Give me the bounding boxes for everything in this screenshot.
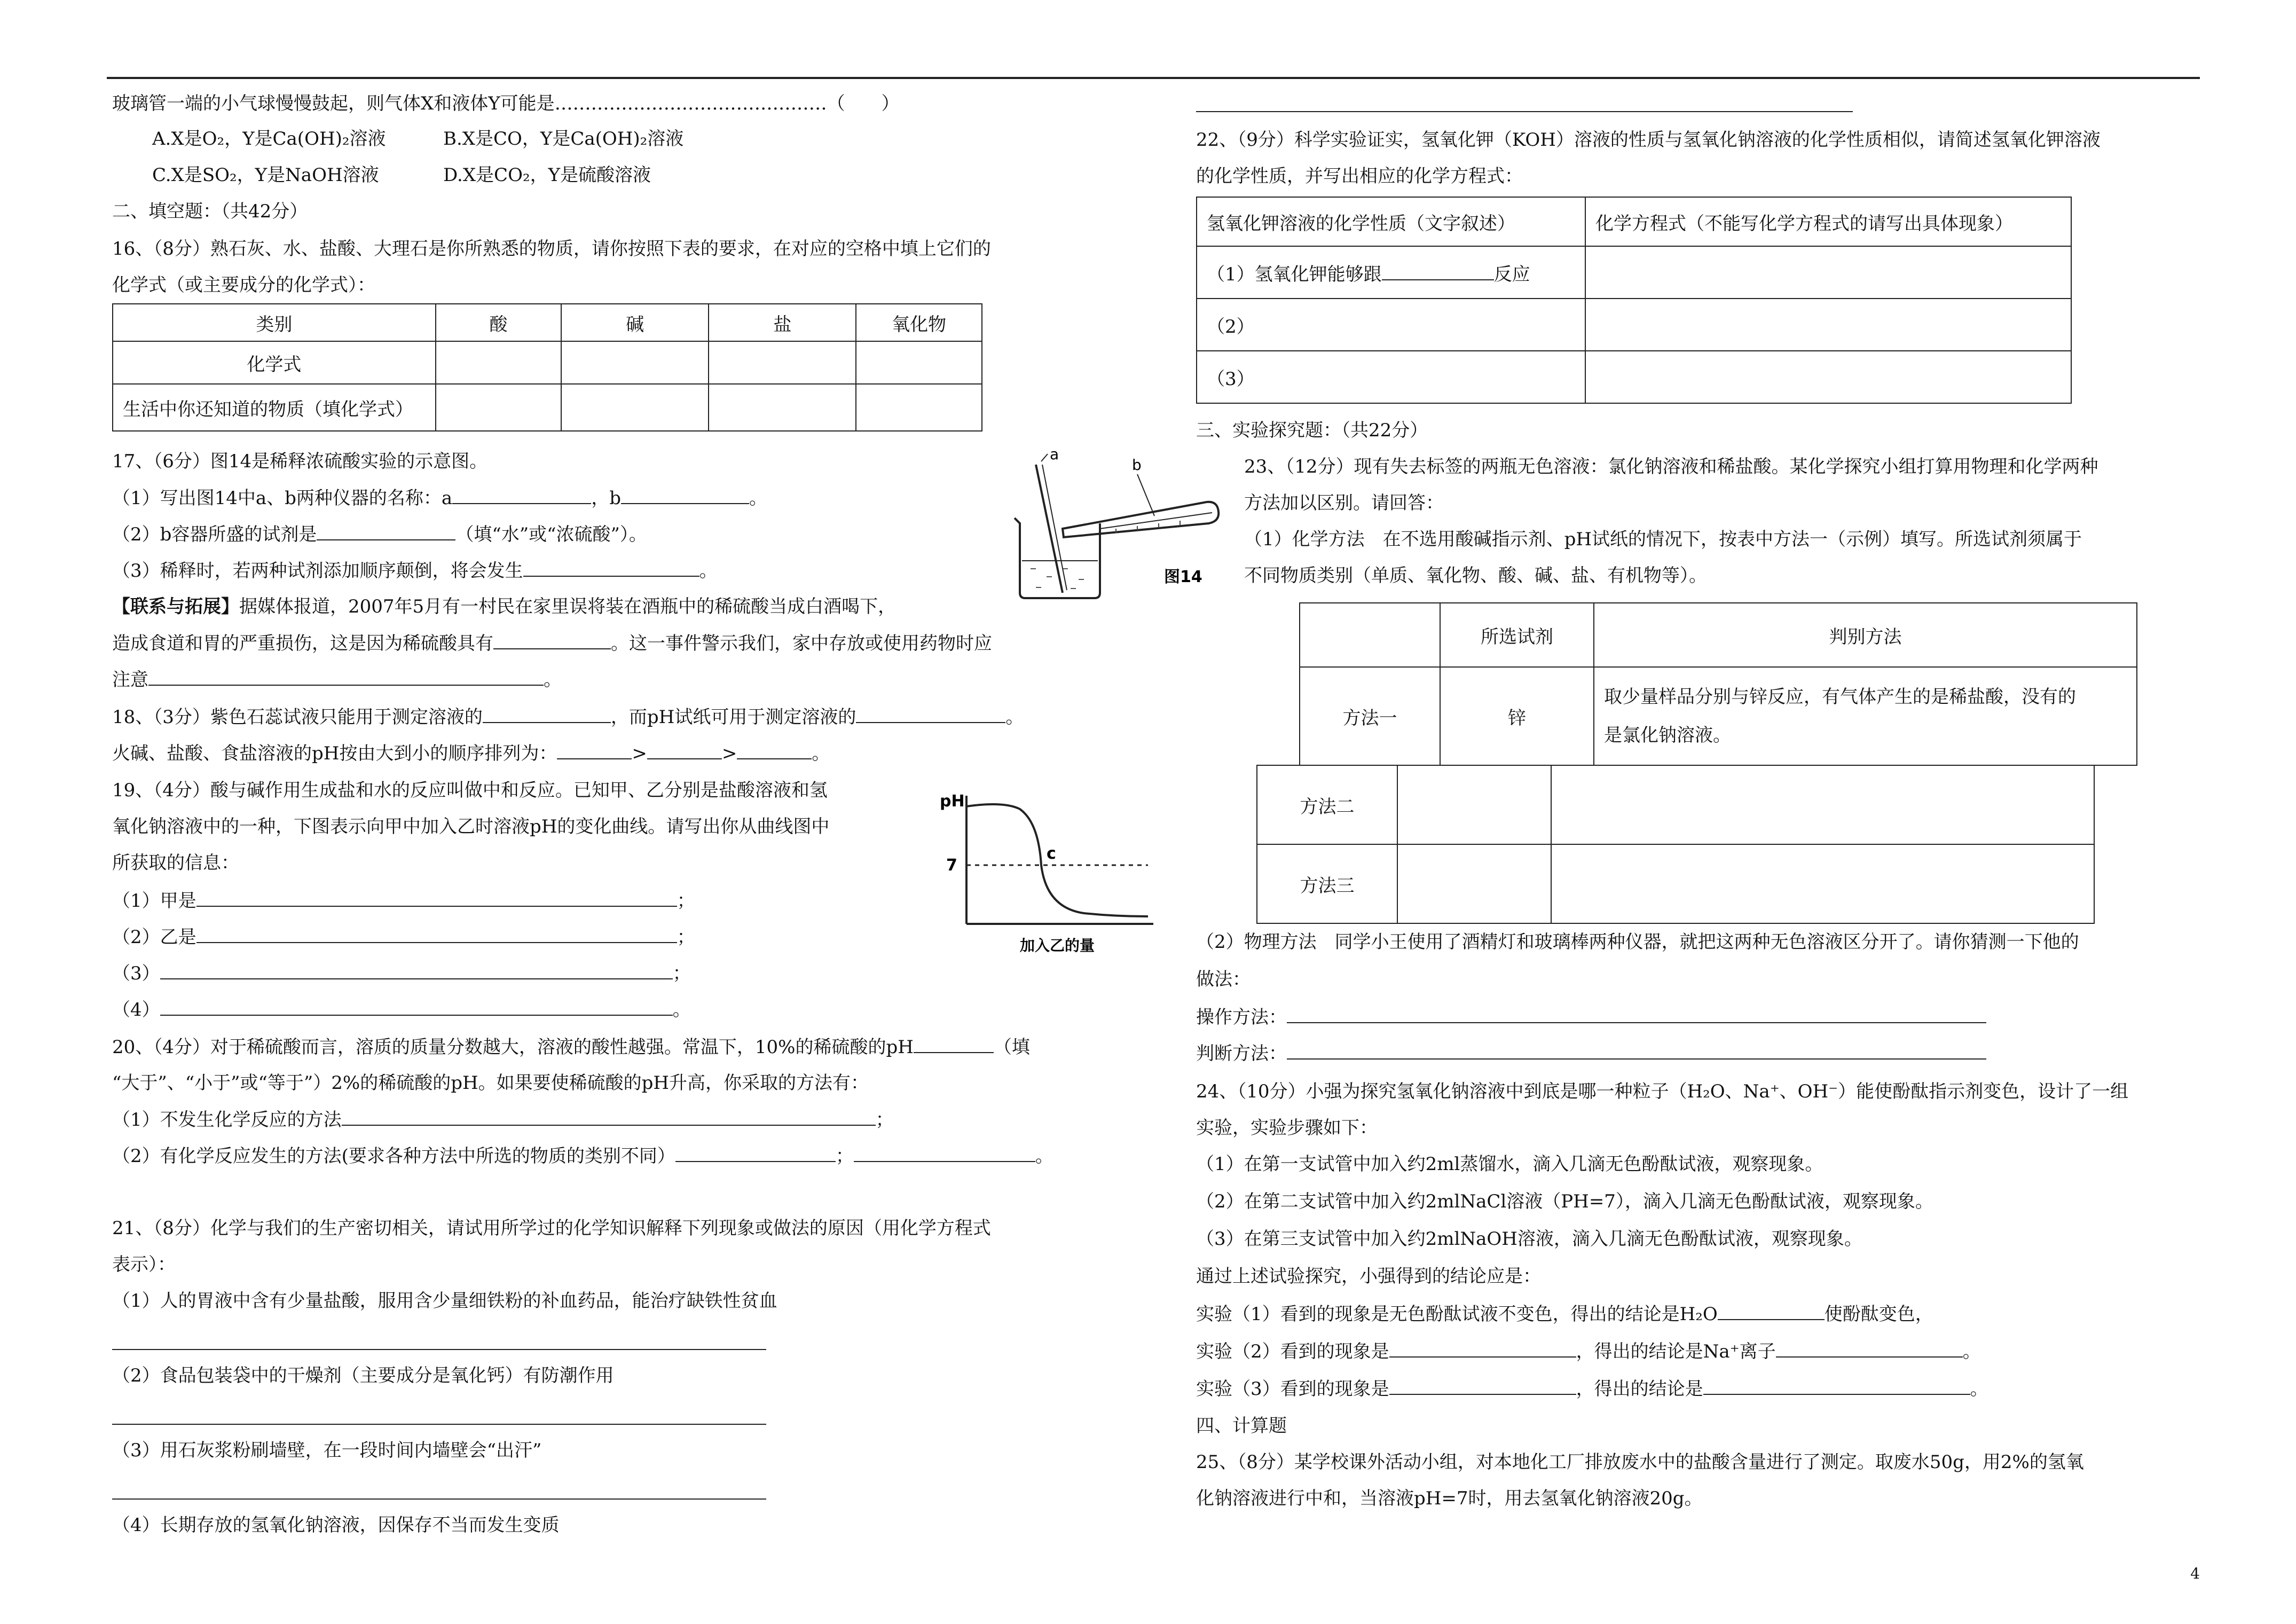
- ext-blank-property[interactable]: [493, 632, 611, 649]
- q19-blank-4[interactable]: [160, 999, 673, 1016]
- q19-item4: （4） 。: [112, 999, 691, 1021]
- q19-item1: （1）甲是 ；: [112, 890, 695, 912]
- q19-blank-1[interactable]: [196, 890, 677, 907]
- q24-step1: （1）在第一支试管中加入约2ml蒸馏水，滴入几滴无色酚酞试液，观察现象。: [1196, 1154, 1823, 1175]
- q24-blank-exp2-obs[interactable]: [1389, 1340, 1576, 1358]
- q17-blank-reagent[interactable]: [317, 523, 455, 540]
- q20-method2: （2）有化学反应发生的方法(要求各种方法中所选的物质的类别不同） ； 。: [112, 1146, 1053, 1167]
- q24-exp1: 实验（1）看到的现象是无色酚酞试液不变色，得出的结论是H₂O 使酚酞变色，: [1196, 1304, 1933, 1325]
- q22-header-equation: 化学方程式（不能写化学方程式的请写出具体现象）: [1585, 197, 2071, 246]
- q16-cell[interactable]: [856, 341, 982, 384]
- q18-order-2[interactable]: [647, 742, 722, 759]
- q24-blank-exp3-concl[interactable]: [1703, 1378, 1970, 1395]
- q17-blank-a[interactable]: [452, 487, 591, 504]
- q23-method2-label: 方法二: [1257, 765, 1397, 844]
- q19-item3: （3） ；: [112, 963, 691, 984]
- fig14-label-b: b: [1132, 456, 1142, 474]
- q23-method1-reagent: 锌: [1440, 667, 1594, 765]
- q23-line4: 不同物质类别（单质、氧化物、酸、碱、盐、有机物等）。: [1244, 565, 1707, 586]
- q23-method1-label: 方法一: [1300, 667, 1440, 765]
- q23-method1-desc: 取少量样品分别与锌反应，有气体产生的是稀盐酸，没有的 是氯化钠溶液。: [1594, 667, 2137, 765]
- q22-row1: （1）氢氧化钾能够跟 反应: [1197, 246, 1585, 299]
- q25-line2: 化钠溶液进行中和，当溶液pH=7时，用去氢氧化钠溶液20g。: [1196, 1488, 1703, 1509]
- q16-cell[interactable]: [709, 384, 856, 431]
- q23-operation: 操作方法：: [1196, 1006, 1986, 1028]
- q20-blank-chem-1[interactable]: [675, 1145, 836, 1162]
- q16-header-salt: 盐: [709, 304, 856, 341]
- q22-row3: （3）: [1197, 351, 1585, 403]
- q15-option-b: B.X是CO，Y是Ca(OH)₂溶液: [443, 128, 684, 150]
- q16-header-acid: 酸: [436, 304, 562, 341]
- q24-blank-exp3-obs[interactable]: [1389, 1378, 1576, 1395]
- ph-graph-seven: 7: [946, 856, 957, 875]
- q21-item2: （2）食品包装袋中的干燥剂（主要成分是氧化钙）有防潮作用: [112, 1365, 614, 1386]
- section4-title: 四、计算题: [1196, 1415, 1287, 1437]
- q23-method2-desc[interactable]: [1551, 765, 2094, 844]
- q21-answer-line-3[interactable]: [112, 1499, 766, 1500]
- q16-line2: 化学式（或主要成分的化学式）：: [112, 274, 375, 296]
- q23-line2: 方法加以区别。请回答：: [1244, 492, 1444, 514]
- q23-blank-judgement[interactable]: [1287, 1042, 1986, 1060]
- q23-blank-operation[interactable]: [1287, 1006, 1986, 1023]
- q16-cell[interactable]: [856, 384, 982, 431]
- q23-header-method: 判别方法: [1594, 603, 2137, 667]
- q15-option-a: A.X是O₂，Y是Ca(OH)₂溶液: [152, 128, 386, 150]
- q20-blank-chem-2[interactable]: [854, 1145, 1035, 1162]
- q24-step2: （2）在第二支试管中加入约2mlNaCl溶液（PH=7），滴入几滴无色酚酞试液，观察现象。: [1196, 1191, 1933, 1212]
- q19-line2: 氧化钠溶液中的一种，下图表示向甲中加入乙时溶液pH的变化曲线。请写出你从曲线图中: [112, 816, 830, 837]
- q21-continued-answer-line[interactable]: [1196, 111, 1853, 112]
- q16-cell[interactable]: [561, 341, 709, 384]
- q17-blank-b[interactable]: [621, 487, 749, 504]
- q23-method2-reagent[interactable]: [1397, 765, 1551, 844]
- q16-cell[interactable]: [561, 384, 709, 431]
- q19-ph-graph: [934, 785, 1169, 977]
- ext-line1: 【联系与拓展】据媒体报道，2007年5月有一村民在家里误将装在酒瓶中的稀硫酸当成白酒喝下，: [112, 596, 897, 617]
- q22-header-property: 氢氧化钾溶液的化学性质（文字叙述）: [1197, 197, 1585, 246]
- q19-item2: （2）乙是 ；: [112, 927, 695, 948]
- fig14-caption: 图14: [1164, 568, 1202, 586]
- ext-line2: 造成食道和胃的严重损伤，这是因为稀硫酸具有 。这一事件警示我们，家中存放或使用药物时应: [112, 633, 992, 654]
- test-tube-icon: [1063, 502, 1218, 537]
- q24-line2: 实验，实验步骤如下：: [1196, 1117, 1378, 1139]
- page-number: 4: [2190, 1565, 2200, 1582]
- q16-row-formula: 化学式: [113, 341, 436, 384]
- fig14-label-a: a: [1050, 449, 1059, 463]
- q21-item3: （3）用石灰浆粉刷墙壁，在一段时间内墙壁会“出汗”: [112, 1440, 542, 1461]
- q16-cell[interactable]: [436, 341, 562, 384]
- q16-cell[interactable]: [436, 384, 562, 431]
- ph-graph-ylabel: pH: [940, 792, 965, 811]
- q20-method1: （1）不发生化学反应的方法 ；: [112, 1109, 894, 1131]
- q24-exp3: 实验（3）看到的现象是 ，得出的结论是 。: [1196, 1378, 1988, 1400]
- section2-title: 二、填空题：（共42分）: [112, 201, 308, 222]
- beaker-icon: [1015, 518, 1100, 598]
- q16-header-category: 类别: [113, 304, 436, 341]
- q15-option-d: D.X是CO₂，Y是硫酸溶液: [443, 164, 651, 186]
- q22-line2: 的化学性质，并写出相应的化学方程式：: [1196, 166, 1523, 187]
- q18-blank-2[interactable]: [856, 706, 1005, 723]
- q23-line3: （1）化学方法 在不选用酸碱指示剂、pH试纸的情况下，按表中方法一（示例）填写。所选试剂须属于: [1244, 529, 2082, 550]
- q21-item1: （1）人的胃液中含有少量盐酸，服用含少量细铁粉的补血药品，能治疗缺铁性贫血: [112, 1290, 777, 1312]
- q16-row-daily: 生活中你还知道的物质（填化学式）: [113, 384, 436, 431]
- ph-graph-point-c: c: [1047, 844, 1056, 863]
- q17-blank-result[interactable]: [523, 560, 699, 577]
- q23-part2-line1: （2）物理方法 同学小王使用了酒精灯和玻璃棒两种仪器，就把这两种无色溶液区分开了。请你猜测一下他的: [1196, 931, 2079, 953]
- ph-graph-xlabel: 加入乙的量: [1020, 937, 1095, 954]
- q16-cell[interactable]: [709, 341, 856, 384]
- q24-line1: 24、（10分）小强为探究氢氧化钠溶液中到底是哪一种粒子（H₂O、Na⁺、OH⁻）能使酚酞指示剂变色，设计了一组: [1196, 1081, 2129, 1102]
- q23-header-blank: [1300, 603, 1440, 667]
- q21-line2: 表示）：: [112, 1254, 176, 1275]
- section3-title: 三、实验探究题：（共22分）: [1196, 420, 1428, 441]
- q16-line1: 16、（8分）熟石灰、水、盐酸、大理石是你所熟悉的物质，请你按照下表的要求，在对应的空格中填上它们的: [112, 238, 991, 260]
- q16-header-oxide: 氧化物: [856, 304, 982, 341]
- q18-blank-1[interactable]: [483, 706, 611, 723]
- q23-line1: 23、（12分）现有失去标签的两瓶无色溶液：氯化钠溶液和稀盐酸。某化学探究小组打算用物理和化学两种: [1244, 456, 2098, 477]
- page-top-rule: [107, 77, 2200, 79]
- q20-line2: “大于”、“小于”或“等于”）2%的稀硫酸的pH。如果要使稀硫酸的pH升高，你采取的方法有：: [112, 1072, 869, 1094]
- q22-blank-reactant[interactable]: [1382, 263, 1494, 280]
- q22-table: [1196, 197, 2072, 404]
- q21-item4: （4）长期存放的氢氧化钠溶液，因保存不当而发生变质: [112, 1515, 560, 1536]
- q21-line1: 21、（8分）化学与我们的生产密切相关，请试用所学过的化学知识解释下列现象或做法的原因（用化学方程式: [112, 1218, 991, 1239]
- q21-answer-line-1[interactable]: [112, 1349, 766, 1350]
- q16-table: [112, 303, 982, 432]
- q18-order-3[interactable]: [737, 742, 812, 759]
- q24-blank-exp1[interactable]: [1718, 1303, 1825, 1320]
- q19-line3: 所获取的信息：: [112, 852, 239, 874]
- ext-line3: 注意 。: [112, 669, 562, 691]
- q23-header-reagent: 所选试剂: [1440, 603, 1594, 667]
- q23-judgement: 判断方法：: [1196, 1042, 1986, 1064]
- q24-blank-exp2-concl[interactable]: [1776, 1340, 1963, 1358]
- q15-tail: 玻璃管一端的小气球慢慢鼓起，则气体X和液体Y可能是………………………………………（ ）: [112, 93, 900, 114]
- q23-method3-label: 方法三: [1257, 844, 1397, 923]
- q20-blank-physical[interactable]: [342, 1109, 876, 1126]
- q24-step3: （3）在第三支试管中加入约2mlNaOH溶液，滴入几滴无色酚酞试液，观察现象。: [1196, 1228, 1862, 1250]
- q17-part3: （3）稀释时，若两种试剂添加顺序颠倒，将会发生 。: [112, 560, 718, 582]
- ph-curve: [966, 804, 1148, 916]
- q22-cell[interactable]: [1585, 351, 2071, 403]
- q22-cell[interactable]: [1585, 246, 2071, 299]
- q18-order-1[interactable]: [557, 742, 632, 759]
- q16-header-base: 碱: [561, 304, 709, 341]
- q19-line1: 19、（4分）酸与碱作用生成盐和水的反应叫做中和反应。已知甲、乙分别是盐酸溶液和氢: [112, 780, 828, 801]
- q25-line1: 25、（8分）某学校课外活动小组，对本地化工厂排放废水中的盐酸含量进行了测定。取废水50g，用2%的氢氧: [1196, 1452, 2084, 1473]
- q24-conclusion-intro: 通过上述试验探究，小强得到的结论应是：: [1196, 1266, 1541, 1287]
- q23-method3-desc[interactable]: [1551, 844, 2094, 923]
- q22-line1: 22、（9分）科学实验证实，氢氧化钾（KOH）溶液的性质与氢氧化钠溶液的化学性质相似，请简述氢氧化钾溶液: [1196, 129, 2101, 151]
- q24-exp2: 实验（2）看到的现象是 ，得出的结论是Na⁺离子 。: [1196, 1341, 1981, 1362]
- q19-blank-3[interactable]: [160, 962, 673, 979]
- q17-title: 17、（6分）图14是稀释浓硫酸实验的示意图。: [112, 451, 488, 472]
- glass-rod-icon: [1036, 465, 1063, 593]
- q17-part2: （2）b容器所盛的试剂是 （填“水”或“浓硫酸”）。: [112, 524, 647, 545]
- q19-blank-2[interactable]: [196, 926, 677, 943]
- q17-part1: （1）写出图14中a、b两种仪器的名称：a ，b 。: [112, 488, 767, 509]
- q20-blank-compare[interactable]: [914, 1036, 994, 1053]
- q20-line1: 20、（4分）对于稀硫酸而言，溶质的质量分数越大，溶液的酸性越强。常温下，10%的稀硫酸的pH （填: [112, 1037, 1030, 1058]
- q22-row2: （2）: [1197, 299, 1585, 351]
- q23-table-continued: [1256, 765, 2095, 924]
- q23-part2-line2: 做法：: [1196, 969, 1251, 990]
- q23-table: [1299, 602, 2137, 766]
- q22-cell[interactable]: [1585, 299, 2071, 351]
- q18-line2: 火碱、盐酸、食盐溶液的pH按由大到小的顺序排列为： > > 。: [112, 743, 830, 764]
- ext-blank-caution[interactable]: [148, 669, 544, 686]
- q18-line1: 18、（3分）紫色石蕊试液只能用于测定溶液的 ，而pH试纸可用于测定溶液的 。: [112, 707, 1024, 728]
- q21-answer-line-2[interactable]: [112, 1424, 766, 1425]
- q15-option-c: C.X是SO₂，Y是NaOH溶液: [152, 164, 379, 186]
- q23-method3-reagent[interactable]: [1397, 844, 1551, 923]
